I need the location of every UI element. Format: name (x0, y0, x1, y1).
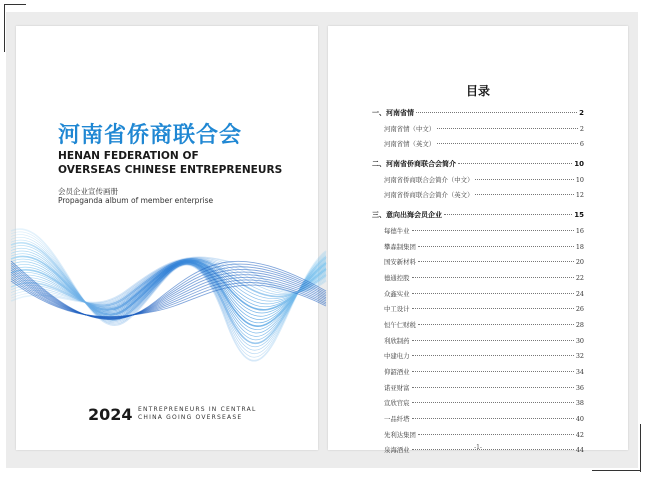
toc-sub-entry[interactable] (372, 257, 584, 273)
toc-entry-page: 30 (575, 336, 584, 345)
toc-sub-entry[interactable] (372, 273, 584, 289)
toc-sub-entry[interactable] (372, 336, 584, 352)
toc-sub-entry[interactable] (372, 351, 584, 367)
toc-entry-label: 每德牛业 (384, 226, 410, 235)
cover-title-en (58, 149, 282, 177)
toc-entry-page: 10 (575, 175, 584, 184)
toc-sub-entry[interactable] (372, 242, 584, 258)
toc-entry-page: 2 (579, 109, 584, 117)
toc-entry-page: 20 (575, 258, 584, 267)
toc-sub-entry[interactable] (372, 139, 584, 155)
toc-entry-label: 三、意向出海会员企业 (372, 211, 442, 220)
toc-sub-entry[interactable] (372, 414, 584, 430)
cover-title-en-line1: HENAN FEDERATION OF (58, 150, 199, 162)
toc-entry-label: 中工设计 (384, 305, 410, 314)
toc-sub-entry[interactable] (372, 367, 584, 383)
toc-entry-label: 泉海酒业 (384, 446, 410, 455)
toc-entry-label: 德通控股 (384, 273, 410, 282)
toc-sub-entry[interactable] (372, 383, 584, 399)
toc-leader-dots (418, 261, 574, 262)
toc-leader-dots (418, 434, 574, 435)
toc-entry-page: 40 (575, 415, 584, 424)
toc-sub-entry[interactable] (372, 320, 584, 336)
toc-sub-entry[interactable] (372, 398, 584, 414)
toc-entry-page: 2 (579, 124, 584, 133)
wave-ribbon-graphic (16, 201, 318, 366)
toc-entry-page: 44 (575, 446, 584, 455)
toc-sub-entry[interactable] (372, 289, 584, 305)
document-spread (6, 12, 638, 468)
toc-entry-label: 恒午仁财税 (384, 320, 416, 329)
toc-sub-entry[interactable] (372, 190, 584, 206)
toc-leader-dots (437, 128, 578, 129)
toc-entry-page: 34 (575, 368, 584, 376)
toc-entry-page: 42 (575, 430, 584, 439)
toc-leader-dots (412, 277, 574, 278)
cover-page (16, 26, 318, 450)
toc-leader-dots (458, 163, 572, 164)
toc-leader-dots (412, 293, 574, 294)
page-number: -1- (474, 444, 482, 451)
toc-entry-page: 10 (574, 160, 584, 169)
toc-leader-dots (412, 308, 574, 309)
cover-title-en-line2: OVERSEAS CHINESE ENTREPRENEURS (58, 164, 283, 176)
toc-list (372, 108, 584, 461)
toc-leader-dots (475, 179, 573, 180)
toc-entry-label: 利欣制药 (384, 336, 410, 345)
toc-entry-label: 河南省情（中文） (384, 124, 436, 133)
toc-entry-page: 15 (574, 211, 584, 220)
toc-leader-dots (418, 324, 574, 325)
cover-title-cn: 河南省侨商联合会 (58, 123, 243, 148)
crop-mark (4, 4, 5, 52)
toc-entry-label: 河南省侨商联合会简介（英文） (384, 191, 474, 200)
toc-leader-dots (416, 112, 577, 113)
toc-entry-page: 18 (575, 242, 584, 251)
toc-leader-dots (412, 230, 574, 231)
cover-subtitle-en: Propaganda album of member enterprise (58, 196, 214, 205)
toc-entry-page: 26 (575, 305, 584, 314)
toc-sub-entry[interactable] (372, 304, 584, 320)
toc-leader-dots (412, 340, 574, 341)
toc-entry-label: 中建电力 (384, 352, 410, 361)
crop-mark (640, 424, 641, 472)
toc-sub-entry[interactable] (372, 226, 584, 242)
toc-entry-page: 6 (579, 140, 584, 149)
toc-leader-dots (437, 143, 578, 144)
cover-tagline-line1: ENTREPRENEURS IN CENTRAL (138, 406, 257, 413)
toc-entry-page: 24 (575, 289, 584, 298)
toc-entry-page: 22 (575, 273, 584, 282)
toc-entry-label: 先利达集团 (384, 430, 416, 439)
toc-entry-label: 仰韶酒业 (384, 368, 410, 376)
cover-year: 2024 (88, 405, 133, 424)
toc-entry-label: 众鑫实业 (384, 289, 410, 298)
toc-section-entry[interactable] (372, 210, 584, 226)
cover-tagline (138, 406, 257, 422)
toc-leader-dots (412, 387, 574, 388)
toc-entry-label: 河南省侨商联合会简介（中文） (384, 175, 474, 184)
toc-entry-label: 诺亚财富 (384, 383, 410, 392)
crop-mark (4, 4, 26, 5)
toc-entry-page: 38 (575, 399, 584, 408)
toc-leader-dots (412, 402, 574, 403)
toc-sub-entry[interactable] (372, 175, 584, 191)
cover-tagline-line2: CHINA GOING OVERSEASE (138, 414, 243, 421)
toc-entry-label: 国安新材料 (384, 258, 416, 267)
toc-entry-label: 二、河南省侨商联合会简介 (372, 160, 456, 169)
toc-leader-dots (418, 246, 574, 247)
toc-leader-dots (412, 418, 574, 419)
toc-leader-dots (444, 214, 572, 215)
toc-leader-dots (475, 194, 573, 195)
toc-entry-page: 16 (575, 226, 584, 235)
toc-entry-label: 宣欣官宸 (384, 399, 410, 408)
toc-entry-label: 一、河南省情 (372, 109, 414, 117)
crop-mark (592, 470, 640, 471)
cover-subtitle-cn: 会员企业宣传画册 (58, 187, 118, 196)
toc-page (328, 26, 628, 455)
toc-entry-label: 河南省情（英文） (384, 140, 436, 149)
toc-section-entry[interactable] (372, 108, 584, 124)
toc-entry-label: 一品纤塔 (384, 415, 410, 424)
toc-sub-entry[interactable] (372, 124, 584, 140)
toc-section-entry[interactable] (372, 159, 584, 175)
toc-leader-dots (412, 355, 574, 356)
toc-entry-label: 攀森制集团 (384, 242, 416, 251)
toc-entry-page: 12 (575, 191, 584, 200)
toc-entry-page: 36 (575, 383, 584, 392)
toc-title: 目录 (465, 84, 490, 98)
toc-entry-page: 32 (575, 352, 584, 361)
toc-entry-page: 28 (575, 320, 584, 329)
toc-leader-dots (412, 371, 574, 372)
